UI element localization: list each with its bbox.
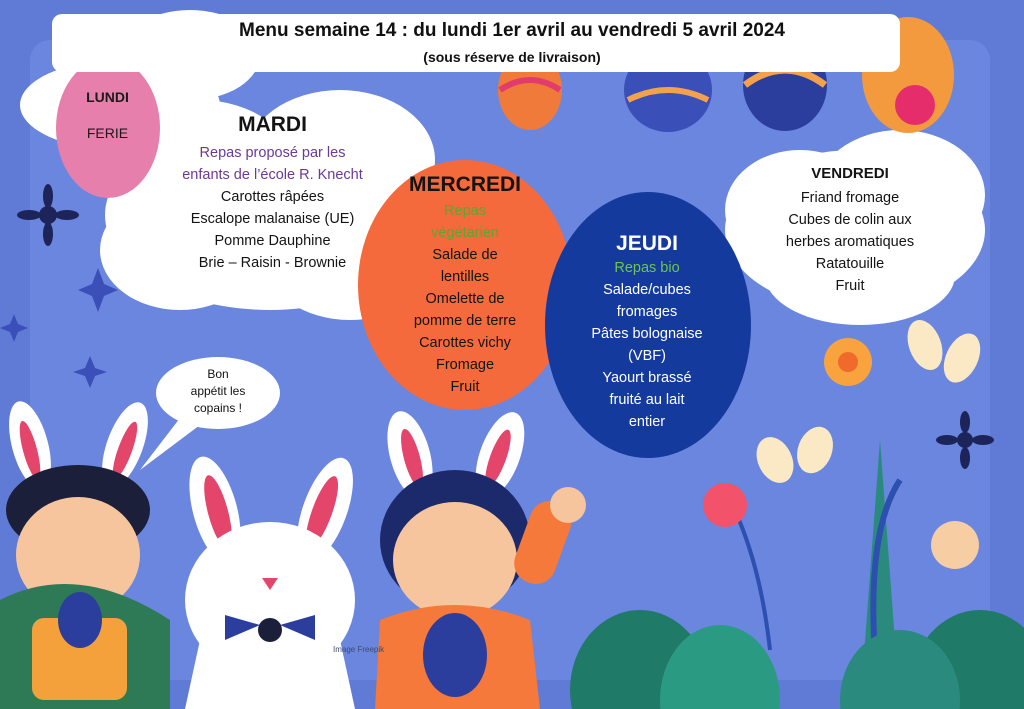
menu-item: Salade/cubes <box>603 282 691 298</box>
menu-item: Carottes râpées <box>220 189 325 205</box>
menu-note: végétarien <box>431 225 499 241</box>
menu-item: Pâtes bolognaise <box>591 326 703 342</box>
menu-item: Friand fromage <box>800 190 900 206</box>
menu-item: Fruit <box>450 379 480 395</box>
day-lundi <box>60 86 155 144</box>
menu-item: Pomme Dauphine <box>214 233 331 249</box>
day-title: JEUDI <box>616 232 678 255</box>
day-mardi <box>155 114 390 274</box>
menu-note: Repas bio <box>614 260 680 276</box>
menu-item: fromages <box>616 304 678 320</box>
image-credit: Image Freepik <box>333 645 385 654</box>
menu-note: Repas proposé par les <box>199 145 346 161</box>
menu-item: Fruit <box>835 278 865 294</box>
menu-item: Yaourt brassé <box>602 370 692 386</box>
day-title: VENDREDI <box>811 165 889 182</box>
menu-item: Carottes vichy <box>419 335 511 351</box>
menu-item: fruité au lait <box>609 392 685 408</box>
page-subtitle: (sous réserve de livraison) <box>423 49 601 65</box>
menu-item: Ratatouille <box>815 256 885 272</box>
speech-line: Bon <box>207 367 229 381</box>
day-title: MARDI <box>238 113 307 136</box>
menu-item: pomme de terre <box>413 313 517 329</box>
menu-item: Salade de <box>432 247 498 263</box>
menu-item: Escalope malanaise (UE) <box>190 211 355 227</box>
day-vendredi <box>745 163 955 297</box>
menu-item: Omelette de <box>425 291 505 307</box>
day-title: MERCREDI <box>408 173 521 196</box>
menu-item: herbes aromatiques <box>785 234 915 250</box>
speech-line: copains ! <box>193 401 243 415</box>
menu-item: FERIE <box>86 125 129 141</box>
menu-item: Brie – Raisin - Brownie <box>198 255 347 271</box>
day-title: LUNDI <box>86 89 129 105</box>
menu-item: Cubes de colin aux <box>788 212 912 228</box>
menu-item: (VBF) <box>628 348 666 364</box>
menu-item: lentilles <box>440 269 490 285</box>
menu-item: entier <box>628 414 666 430</box>
menu-item: Fromage <box>435 357 495 373</box>
menu-note: Repas <box>444 203 486 219</box>
speech-bubble-text <box>168 366 268 417</box>
speech-line: appétit les <box>190 384 246 398</box>
page-title: Menu semaine 14 : du lundi 1er avril au vendredi 5 avril 2024 <box>239 20 785 41</box>
day-jeudi <box>552 233 742 433</box>
day-mercredi <box>365 174 565 398</box>
menu-note: enfants de l’école R. Knecht <box>182 167 363 183</box>
